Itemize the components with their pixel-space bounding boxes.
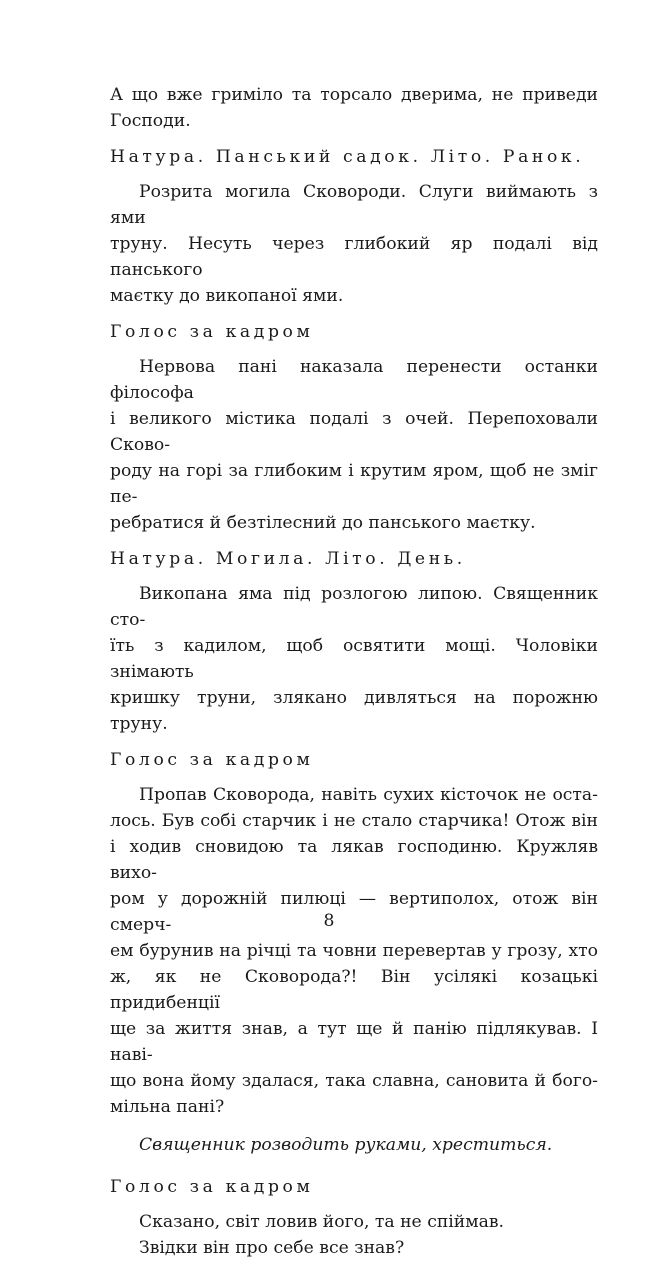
scene-heading-1: Натура. Панський садок. Літо. Ранок. (110, 147, 585, 167)
line: ж, як не Сковорода?! Він усілякі козацькі придибенції (110, 967, 598, 1013)
line: Пропав Сковорода, навіть сухих кісточок не оста- (139, 785, 598, 805)
line: А що вже гриміло та торсало дверима, не приведи (110, 85, 598, 105)
line: роду на горі за глибоким і крутим яром, щоб не зміг пе- (110, 461, 598, 507)
line: лось. Був собі старчик і не стало старчика! Отож він (110, 811, 598, 831)
paragraph-4 (110, 581, 598, 737)
scene-heading-2: Натура. Могила. Літо. День. (110, 549, 466, 569)
line: труну. Несуть через глибокий яр подалі від панського (110, 234, 598, 280)
stage-direction: Священник розводить руками, хреститься. (139, 1135, 553, 1155)
line: ребратися й безтілесний до панського маєтку. (110, 513, 536, 533)
line: Викопана яма під розлогою липою. Священник сто- (110, 584, 598, 630)
line: ром у дорожній пилюці — вертиполох, отож він смерч- (110, 889, 598, 935)
text-column (110, 82, 598, 1261)
line: ем бурунив на річці та човни перевертав у грозу, хто (110, 941, 598, 961)
line: ще за життя знав, а тут ще й панію підлякував. І наві- (110, 1019, 598, 1065)
paragraph-1 (110, 82, 598, 134)
voiceover-heading-1: Голос за кадром (110, 322, 314, 342)
line: Господи. (110, 111, 191, 131)
line: і ходив сновидою та лякав господиню. Кружляв вихо- (110, 837, 598, 883)
line: Нервова пані наказала перенести останки філософа (110, 357, 598, 403)
line: їть з кадилом, щоб освятити мощі. Чоловіки знімають (110, 636, 598, 682)
line: кришку труни, злякано дивляться на порожню труну. (110, 688, 598, 734)
line: Сказано, світ ловив його, та не спіймав. (139, 1212, 504, 1232)
line: маєтку до викопаної ями. (110, 286, 344, 306)
line: що вона йому здалася, така славна, сановита й бого- (110, 1071, 598, 1091)
line: мільна пані? (110, 1097, 225, 1117)
paragraph-7 (110, 1209, 598, 1261)
line: Звідки він про себе все знав? (139, 1238, 405, 1258)
line: і великого містика подалі з очей. Перепоховали Сково- (110, 409, 598, 455)
voiceover-heading-2: Голос за кадром (110, 750, 314, 770)
page-number: 8 (323, 911, 335, 931)
paragraph-2 (110, 179, 598, 309)
paragraph-5 (110, 782, 598, 1120)
paragraph-3 (110, 354, 598, 536)
line: Розрита могила Сковороди. Слуги виймають з ями (110, 182, 598, 228)
voiceover-heading-3: Голос за кадром (110, 1177, 314, 1197)
